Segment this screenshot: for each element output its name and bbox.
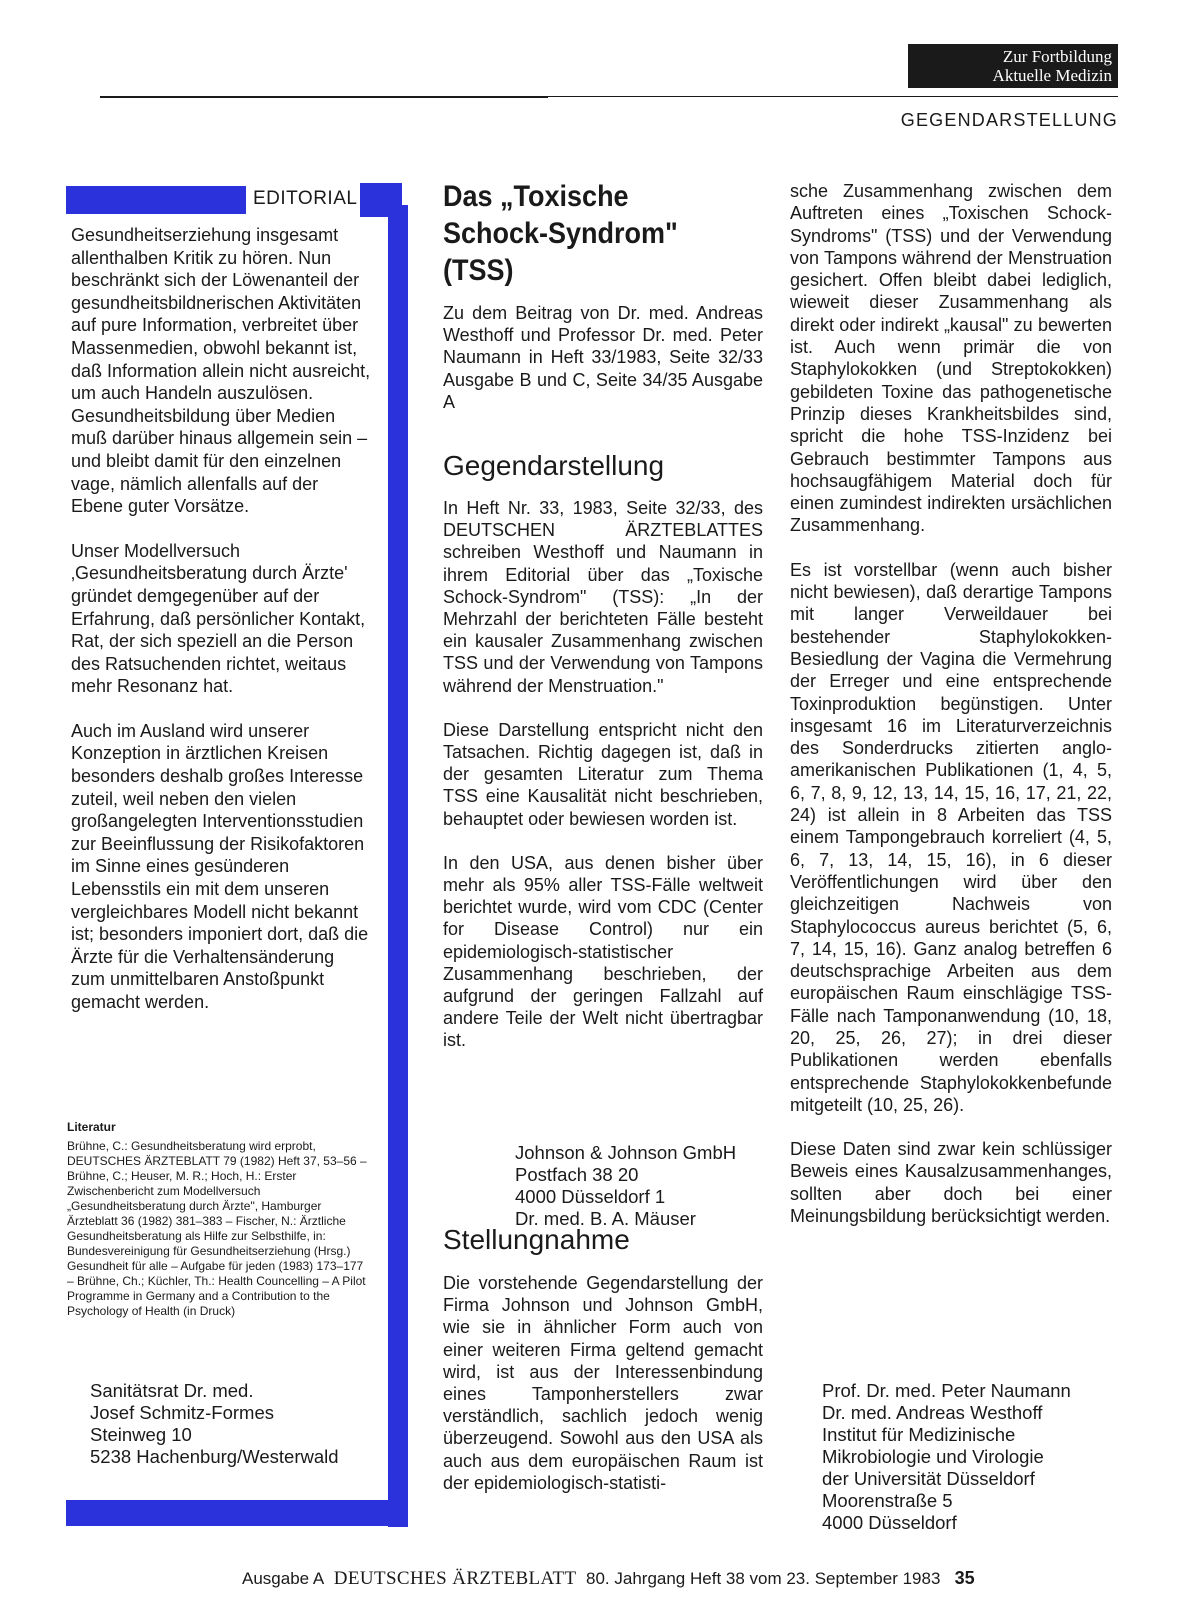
editorial-paragraph: Unser Modellversuch ‚Gesundheitsberatung durch Ärzte' gründet demgegenüber auf der Erfahrung, daß persönlicher Kontakt, Rat, der sich speziell an die Person des Ratsuchenden richtet, weitaus mehr Resonanz hat.	[71, 540, 366, 697]
literature-title: Literatur	[67, 1120, 116, 1134]
title-line: (TSS)	[443, 254, 514, 287]
signature-line: Sanitätsrat Dr. med.	[90, 1380, 254, 1401]
literature-text: Brühne, C.: Gesundheitsberatung wird erprobt, DEUTSCHES ÄRZTEBLATT 79 (1982) Heft 37, 53–56 – Brühne, C.; Heuser, M. R.; Hoch, H.: Erster Zwischenbericht zum Modellversuch „Gesundheitsberatung durch Ärzte", Hamburger Ärzteblatt 36 (1982) 381–383 – Fischer, N.: Ärztliche Gesundheitsberatung als Hilfe zur Selbsthilfe, in: Bundesvereinigung für Gesundheitserziehung (Hrsg.) Gesundheit für alle – Aufgabe für jeden (1983) 173–177 – Brühne, Ch.; Küchler, Th.: Health Councelling – A Pilot Programme in Germany and a Contribution to the Psychology of Health (in Druck)	[67, 1139, 367, 1318]
header-rule-thin	[548, 96, 1118, 97]
editorial-signature	[90, 1380, 339, 1468]
gegendarstellung-heading: Gegendarstellung	[443, 450, 665, 481]
body-paragraph: Diese Daten sind zwar kein schlüssiger Beweis eines Kausalzusammenhanges, sollten aber doch bei einer Meinungsbildung berücksichtigt werden.	[790, 1139, 1112, 1227]
editorial-body	[71, 224, 371, 1036]
article-intro: Zu dem Beitrag von Dr. med. Andreas Westhoff und Professor Dr. med. Peter Naumann in Heft 33/1983, Seite 32/33 Ausgabe B und C, Seite 34/35 Ausgabe A	[443, 303, 763, 412]
signature-line: der Universität Düsseldorf	[822, 1468, 1035, 1489]
body-paragraph: In Heft Nr. 33, 1983, Seite 32/33, des DEUTSCHEN ÄRZTEBLATTES schreiben Westhoff und Naumann in ihrem Editorial über das „Toxische Schock-Syndrom" (TSS): „In der Mehrzahl der berichteten Fälle besteht ein kausaler Zusammenhang zwischen TSS und der Verwendung von Tampons während der Menstruation."	[443, 498, 763, 696]
badge-line-2: Aktuelle Medizin	[992, 66, 1112, 85]
address-line: Johnson & Johnson GmbH	[515, 1142, 737, 1163]
footer-journal: DEUTSCHES ÄRZTEBLATT	[333, 1568, 577, 1589]
editorial-paragraph: Auch im Ausland wird unserer Konzeption in ärztlichen Kreisen besonders deshalb großes Interesse zuteil, weil neben den vielen großangelegten Interventionsstudien zur Beeinflussung der Risikofaktoren im Sinne eines gesünderen Lebensstils ein mit dem unseren vergleichbares Modell nicht bekannt ist; besonders imponiert dort, daß die Ärzte für die Verhaltensänderung zum unmittelbaren Anstoßpunkt gemacht werden.	[71, 720, 369, 1012]
editorial-frame-right	[388, 205, 408, 1527]
gegendarstellung-body	[443, 497, 763, 1074]
signature-line: 5238 Hachenburg/Westerwald	[90, 1446, 339, 1467]
editorial-bottom-bar	[66, 1500, 408, 1526]
stellungnahme-heading: Stellungnahme	[443, 1224, 630, 1255]
title-line: Das „Toxische	[443, 180, 629, 213]
signature-line: Mikrobiologie und Virologie	[822, 1446, 1044, 1467]
footer-issue: 80. Jahrgang Heft 38 vom 23. September 1983	[586, 1569, 941, 1588]
body-paragraph: Diese Darstellung entspricht nicht den Tatsachen. Richtig dagegen ist, daß in der gesamten Literatur zum Thema TSS eine Kausalität nicht beschrieben, behauptet oder bewiesen worden ist.	[443, 719, 763, 829]
header-rule-thick	[100, 96, 548, 98]
stellungnahme-body: Die vorstehende Gegendarstellung der Firma Johnson und Johnson GmbH, wie sie in ähnlicher Form auch von einer weiteren Firma geltend gemacht wird, ist aus der Interessenbindung eines Tamponherstellers zwar verständlich, sachlich jedoch wenig überzeugend. Sowohl aus den USA als auch aus dem europäischen Raum ist der epidemiologisch-statisti-	[443, 1273, 763, 1493]
article-title	[443, 178, 731, 289]
signature-line: Institut für Medizinische	[822, 1424, 1016, 1445]
authors-signature	[822, 1380, 1071, 1534]
footer-edition: Ausgabe A	[242, 1569, 325, 1588]
signature-line: Dr. med. Andreas Westhoff	[822, 1402, 1043, 1423]
page-number: 35	[954, 1568, 975, 1588]
section-badge	[908, 44, 1118, 88]
signature-line: Moorenstraße 5	[822, 1490, 953, 1511]
badge-line-1: Zur Fortbildung	[1002, 47, 1112, 66]
address-line: Dr. med. B. A. Mäuser	[515, 1208, 696, 1229]
address-line: Postfach 38 20	[515, 1164, 639, 1185]
signature-line: Prof. Dr. med. Peter Naumann	[822, 1380, 1071, 1401]
body-paragraph: In den USA, aus denen bisher über mehr als 95% aller TSS-Fälle weltweit berichtet wurde, wird vom CDC (Center for Disease Control) nur ein epidemiologisch-statistischer Zusammenhang beschrieben, der aufgrund der geringen Fallzahl auf andere Teile der Welt nicht übertragbar ist.	[443, 852, 763, 1051]
signature-line: 4000 Düsseldorf	[822, 1512, 957, 1533]
response-body	[790, 180, 1112, 1249]
editorial-label: EDITORIAL	[249, 186, 363, 212]
body-paragraph: Es ist vorstellbar (wenn auch bisher nicht bewiesen), daß derartige Tampons mit langer Verweildauer bei bestehender Staphylokokken-Besiedlung der Vagina die Vermehrung der Erreger und eine entsprechende Toxinproduktion begünstigen. Unter insgesamt 16 im Literaturverzeichnis des Sonderdrucks zitierten anglo-amerikanischen Publikationen (1, 4, 5, 6, 7, 8, 9, 12, 13, 14, 15, 16, 17, 21, 22, 24) ist allein in 8 Arbeiten das TSS einem Tampongebrauch korreliert (4, 5, 6, 7, 13, 14, 15, 16), in 6 dieser Veröffentlichungen wird über den gleichzeitigen Nachweis von Staphylococcus aureus berichtet (5, 6, 7, 14, 15, 16). Ganz analog betreffen 6 deutschsprachige Arbeiten aus dem europäischen Raum einschlägige TSS-Fälle nach Tamponanwendung (10, 18, 20, 25, 26, 27); in drei dieser Publikationen werden ebenfalls entsprechende Staphylokokkenbefunde mitgeteilt (10, 25, 26).	[790, 559, 1112, 1115]
company-address	[515, 1142, 736, 1230]
title-line: Schock-Syndrom"	[443, 217, 678, 250]
page-footer	[242, 1568, 975, 1590]
editorial-paragraph: Gesundheitserziehung insgesamt allenthalben Kritik zu hören. Nun beschränkt sich der Löwenanteil der gesundheitsbildnerischen Aktivitäten auf pure Information, verbreitet über Massenmedien, obwohl bekannt ist, daß Information allein nicht ausreicht, um auch Handeln auszulösen. Gesundheitsbildung über Medien muß darüber hinaus allgemein sein – und bleibt damit für den einzelnen vage, nämlich allenfalls auf der Ebene guter Vorsätze.	[71, 225, 371, 517]
body-paragraph: sche Zusammenhang zwischen dem Auftreten eines „Toxischen Schock-Syndroms" (TSS) und der Verwendung von Tampons während der Menstruation gesichert. Offen bleibt dabei lediglich, wieweit dieser Zusammenhang als direkt oder indirekt „kausal" zu bewerten ist. Auch wenn primär die von Staphylokokken (und Streptokokken) gebildeten Toxine das pathogenetische Prinzip dieses Krankheitsbildes sind, spricht die hohe TSS-Inzidenz bei Gebrauch bestimmter Tampons aus hochsaugfähigem Material doch für einen zumindest indirekten ursächlichen Zusammenhang.	[790, 181, 1112, 536]
signature-line: Josef Schmitz-Formes	[90, 1402, 275, 1423]
signature-line: Steinweg 10	[90, 1424, 192, 1445]
section-label: GEGENDARSTELLUNG	[900, 110, 1118, 130]
address-line: 4000 Düsseldorf 1	[515, 1186, 666, 1207]
editorial-top-bar	[66, 186, 246, 214]
